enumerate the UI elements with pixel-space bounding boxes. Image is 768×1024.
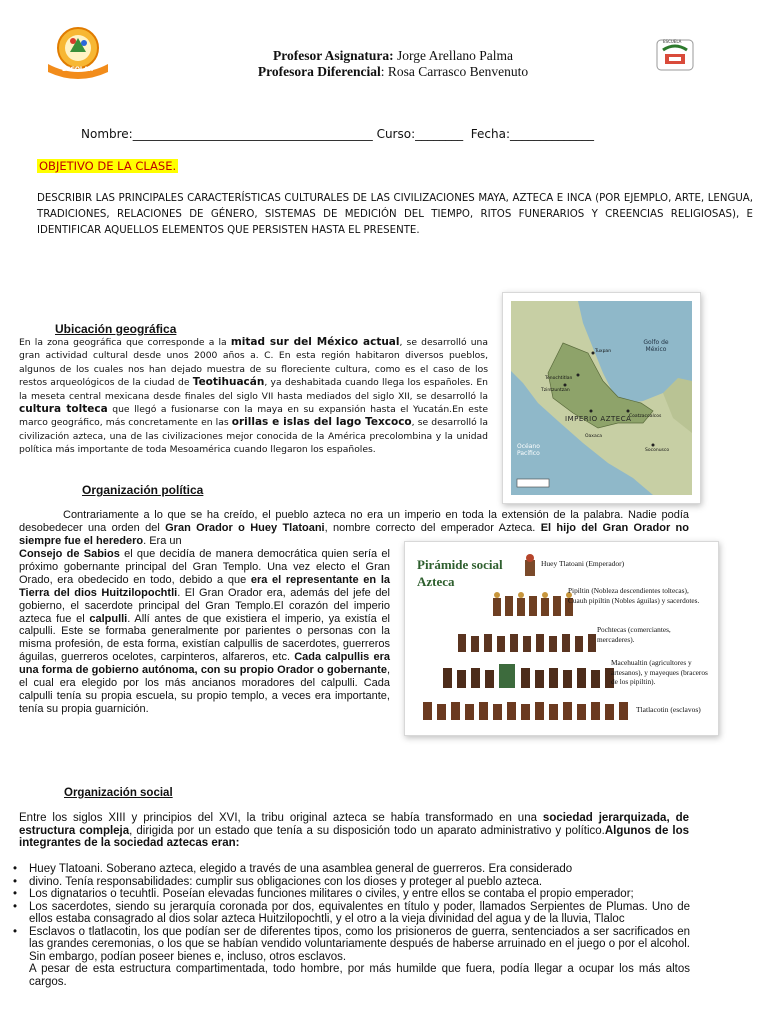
- pyramid-title-1: Pirámide social: [417, 557, 503, 572]
- list-item: • Esclavos o tlatlacotin, los que podían ser de diferentes tipos, como los prisioneros de guerra, sentenciados a ser sacrificados en las grandes ceremonias, o los que se habían vendido voluntariamente después de haberse arruinado en el juego o por el alcohol. Sin embargo, podían poseer bienes e, incluso, otros esclavos.: [29, 926, 690, 964]
- map-town-1: Tuxpan: [595, 349, 612, 354]
- fecha-label: Fecha:: [470, 127, 510, 141]
- map-town-2: Tenochtitlan: [545, 376, 573, 381]
- politica-p2: . Era un: [143, 535, 182, 547]
- curso-label: Curso:: [376, 127, 416, 141]
- aztec-empire-map: [502, 292, 701, 504]
- map-label-ocean: Océano Pacífico: [517, 443, 540, 457]
- pyramid-level-5: Tlatlacotin (esclavos): [636, 705, 701, 714]
- ubicacion-b1: mitad sur del México actual: [230, 336, 400, 348]
- map-town-5: Tzintzuntzan: [541, 388, 570, 393]
- list-item: • Los sacerdotes, siendo su jerarquía coronada por dos, equivalentes en título y poder, llamados Serpientes de Plumas. Uno de ellos estaba consagrado al dios solar azteca Huitzilopochtli, y el otro a la vieja divinidad del agua y de la lluvia, Tlaloc: [29, 901, 690, 926]
- social-intro: [19, 812, 689, 850]
- map-town-3: Oaxaca: [585, 434, 602, 439]
- politica-p4: . El Gran Orador era, además del jefe del gobierno, el sacerdote principal del Gran Templo.El corazón del imperio azteca fue el: [19, 586, 390, 625]
- social-title: Organización social: [64, 787, 173, 799]
- teacher2-label: Profesora Diferencial: [257, 64, 381, 79]
- politica-p6: , el cual era elegido por los más ancianos moradores del calpulli. Cada calpulli tenía su propia escuela, su propio templo, a veces era importante, tenía su propia guarnición.: [19, 664, 390, 715]
- nombre-label: Nombre:: [81, 127, 133, 141]
- curso-field[interactable]: ________: [415, 127, 464, 141]
- politica-b6: Cada calpullis era una forma de gobierno autónoma, con su propio Orador o gobernante: [19, 651, 390, 677]
- school-logo-left: [42, 24, 114, 80]
- ubicacion-b3: cultura tolteca: [19, 403, 108, 416]
- pyramid-level-1: Huey Tlatoani (Emperador): [541, 559, 625, 568]
- header-teacher: [200, 48, 586, 80]
- ubicacion-b4: orillas e islas del lago Texcoco: [231, 416, 412, 429]
- politica-p5: . Allí antes de que existiera el imperio, ya existía el calpulli. Este se formaba generalmente por parientes o personas con la misma profesión, de esta forma, existían calpullis de sacerdotes, guerreros águilas, guerreros ocelotes, carpinteros, alfareros, etc.: [19, 612, 391, 664]
- social-list: [29, 863, 690, 988]
- pyramid-level-4: Macehualtin (agricultores y artesanos), y mayeques (braceros de los pipiltin).: [611, 658, 708, 686]
- pyramid-title-2: Azteca: [417, 574, 455, 589]
- politica-intro-p: Contrariamente a lo que se ha creído, el pueblo azteca no era un imperio en toda la extensión de la palabra. Nadie podía desobedecer una orden del: [19, 509, 689, 534]
- politica-p3: el que decidía de manera democrática quien sería el próximo gobernante principal del Gran Templo. Una vez electo el Gran Orado, era obedecido en todo, debido a que: [19, 548, 390, 586]
- teacher-label: Profesor Asignatura:: [273, 48, 394, 63]
- ubicacion-p3: , ya deshabitada cuando llega los españoles. En la meseta central mexicana desde finales del siglo VII hasta mediados del siglo XII, se desarrolló la: [19, 377, 488, 402]
- politica-b2: El hijo del Gran Orador no siempre fue el heredero: [19, 522, 689, 547]
- ubicacion-p2: , se desarrolló una gran actividad cultural desde unos 2000 años a. C. En esta región habitaron diversos pueblos, algunos de los cuales nos han dejado muestra de su floreciente cultura, como es el caso de los restos arqueológicos de la ciudad de: [19, 337, 488, 389]
- social-p2: , dirigida por un estado que tenía a su disposición todo un aparato administrativo y político.: [129, 824, 605, 837]
- social-pyramid-image: [404, 541, 719, 736]
- logo-right-caption: ESCUELA: [663, 39, 682, 44]
- politica-b4: era el representante en la Tierra del dios Huitzilopochtli: [19, 573, 390, 599]
- politica-b5: calpulli: [89, 612, 128, 625]
- ubicacion-title: Ubicación geográfica: [55, 322, 177, 336]
- ubicacion-p4: que llegó a fusionarse con la maya en su expansión hasta el Yucatán.En este marco geográfico, más concretamente en las: [19, 404, 488, 429]
- ubicacion-p5: , se desarrolló la civilización azteca, una de las civilizaciones mejor conocida de la América precolombina y la unidad política más importante de toda Mesoamérica cuando llegaron los españoles.: [19, 417, 488, 456]
- politica-body: [19, 548, 390, 716]
- school-logo-right: [655, 38, 695, 72]
- map-town-4: Soconusco: [645, 448, 670, 453]
- map-town-6: Coatzacoalcos: [629, 414, 662, 419]
- map-label-gulf: Golfo de México: [643, 339, 669, 353]
- ubicacion-b2: Teotihuacán: [192, 376, 265, 389]
- teacher-name: Jorge Arellano Palma: [397, 48, 513, 63]
- list-item: • Huey Tlatoani. Soberano azteca, elegido a través de una asamblea general de guerreros. Era considerado: [29, 863, 690, 876]
- student-form: [81, 127, 594, 141]
- social-b1: sociedad jerarquizada, de estructura compleja: [19, 812, 689, 837]
- politica-b3: Consejo de Sabios: [19, 548, 120, 560]
- nombre-field[interactable]: ________________________________________: [132, 127, 373, 141]
- social-p1: Entre los siglos XIII y principios del XVI, la tribu original azteca se había transformado en una: [19, 812, 543, 824]
- list-item: • Los dignatarios o tecuhtli. Poseían elevadas funciones militares o civiles, y entre ellos se contaba el propio emperador;: [29, 888, 690, 901]
- pyramid-level-3: Pochtecas (comerciantes, mercaderes).: [597, 625, 671, 644]
- closing-paragraph: A pesar de esta estructura compartimentada, todo hombre, por más humilde que fuera, podía llegar a ocupar los más altos cargos.: [29, 963, 690, 988]
- pyramid-level-2: Pipiltin (Nobleza descendientes toltecas), Cuauh pipiltin (Nobles águilas) y sacerdotes.: [568, 586, 700, 605]
- politica-b1: Gran Orador o Huey Tlatoani: [165, 522, 325, 534]
- politica-title: Organización política: [82, 483, 204, 497]
- social-b2: Algunos de los integrantes de la sociedad aztecas eran:: [19, 824, 690, 850]
- fecha-field[interactable]: ______________: [510, 127, 594, 141]
- politica-p1: , nombre correcto del emperador Azteca.: [324, 522, 541, 534]
- map-label-empire: IMPERIO AZTECA: [565, 415, 632, 423]
- objective-text: DESCRIBIR LAS PRINCIPALES CARACTERÍSTICAS CULTURALES DE LAS CIVILIZACIONES MAYA, AZTECA E INCA (POR EJEMPLO, ARTE, LENGUA, TRADICIONES, RELACIONES DE GÉNERO, SISTEMAS DE MEDICIÓN DEL TIEMPO, RITOS FUNERARIOS Y CREENCIAS RELIGIOSAS), E IDENTIFICAR AQUELLOS ELEMENTOS QUE PERSISTEN HASTA EL PRESENTE.: [37, 193, 753, 236]
- teacher2-name: : Rosa Carrasco Benvenuto: [380, 64, 529, 79]
- objective-title: OBJETIVO DE LA CLASE.: [39, 159, 177, 173]
- logo-left-caption: ESCOLAR: [62, 66, 94, 73]
- ubicacion-p1: En la zona geográfica que corresponde a la: [19, 337, 231, 348]
- ubicacion-text: [19, 336, 488, 457]
- list-item: • divino. Tenía responsabilidades: cumplir sus obligaciones con los dioses y proteger al pueblo azteca.: [29, 876, 690, 889]
